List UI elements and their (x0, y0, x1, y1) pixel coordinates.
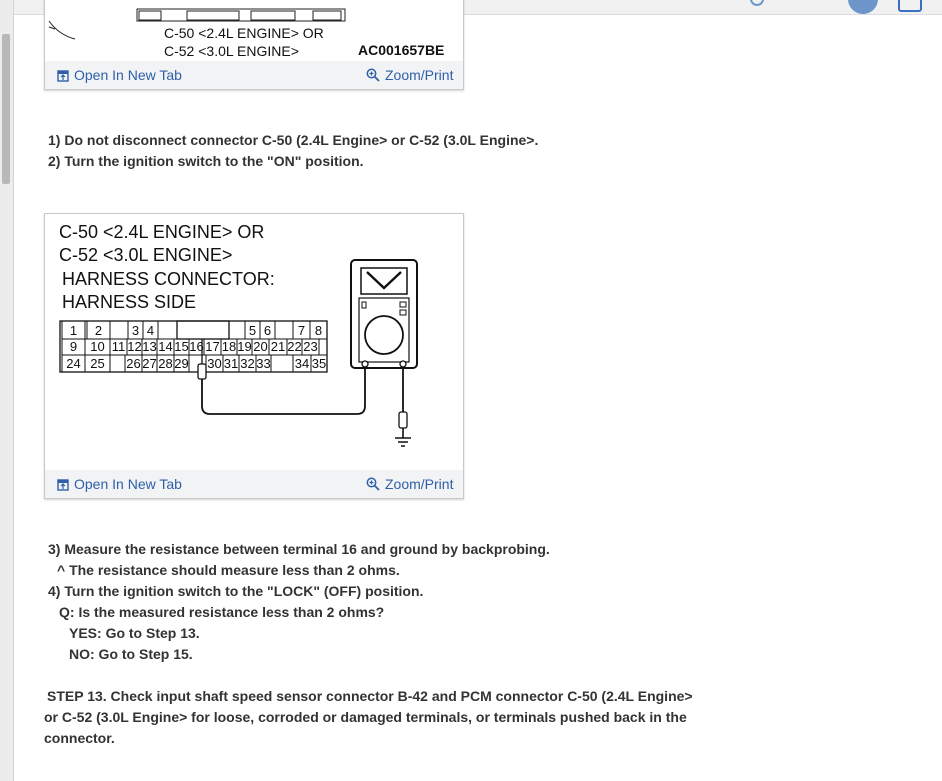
terminal-17-label: 17 (205, 339, 220, 354)
step-1-text: 1) Do not disconnect connector C-50 (2.4L Engine> or C-52 (3.0L Engine>. (48, 132, 539, 148)
step-2-text: 2) Turn the ignition switch to the "ON" position. (48, 153, 364, 169)
figure-2 (44, 213, 464, 499)
terminal-7-label: 7 (297, 323, 306, 338)
connector-key-slot (177, 321, 229, 339)
figure-1-footer (45, 61, 463, 89)
figure-2-label-3: HARNESS CONNECTOR: (62, 269, 275, 289)
zoom-print-link[interactable] (366, 67, 453, 83)
no-answer: NO: Go to Step 15. (69, 646, 193, 662)
terminal-8-label: 8 (314, 323, 323, 338)
ground-probe (399, 412, 407, 428)
probe-tip (198, 364, 206, 379)
com-jack-icon (362, 361, 368, 367)
zoom-label: Zoom/Print (385, 67, 454, 83)
terminal-20-label: 20 (253, 339, 268, 354)
terminal-25-label: 25 (90, 356, 105, 371)
figure-code: AC001657BE (358, 42, 445, 58)
terminal-26-label: 26 (126, 356, 141, 371)
terminal-33-label: 33 (256, 356, 271, 371)
open-tab-label: Open In New Tab (74, 67, 182, 83)
avatar[interactable] (848, 0, 878, 14)
figure-2-footer (45, 470, 463, 498)
terminal-24-label: 24 (66, 356, 81, 371)
open-tab-icon (57, 70, 69, 82)
terminal-22-label: 22 (287, 339, 302, 354)
zoom-icon (366, 68, 380, 82)
terminal-3-label: 3 (131, 323, 140, 338)
left-scrollbar[interactable] (0, 0, 14, 781)
terminal-30-label: 30 (207, 356, 222, 371)
figure-2-label-4: HARNESS SIDE (62, 292, 197, 312)
terminal-27-label: 27 (142, 356, 157, 371)
apps-icon[interactable] (898, 0, 922, 12)
terminal-10-label: 10 (90, 339, 105, 354)
terminal-16-label: 16 (189, 339, 204, 354)
resistance-note: ^ The resistance should measure less than 2 ohms. (57, 562, 400, 578)
terminal-31-label: 31 (223, 356, 239, 371)
terminal-5-label: 5 (248, 323, 257, 338)
terminal-14-label: 14 (158, 339, 173, 354)
test-lead-wire (202, 366, 365, 414)
terminal-32-label: 32 (240, 356, 255, 371)
connector-diagram (45, 214, 463, 470)
connector-terminals (62, 321, 327, 372)
step-4-text: 4) Turn the ignition switch to the "LOCK" (OFF) position. (48, 583, 424, 599)
terminal-19-label: 19 (237, 339, 252, 354)
ground-symbol-icon (395, 428, 411, 446)
terminal-18-label: 18 (221, 339, 237, 354)
figure-2-label-2: C-52 <3.0L ENGINE> (59, 245, 233, 265)
terminal-28-label: 28 (158, 356, 173, 371)
zoom-print-link[interactable] (366, 476, 453, 492)
terminal-23-label: 23 (303, 339, 318, 354)
figure-1-connector-label-2: C-52 <3.0L ENGINE> (164, 43, 299, 59)
step-13-line-3: connector. (44, 730, 115, 746)
terminal-13-label: 13 (142, 339, 157, 354)
terminal-21-label: 21 (270, 339, 286, 354)
search-icon[interactable] (750, 0, 764, 6)
figure-2-label-1: C-50 <2.4L ENGINE> OR (59, 222, 265, 242)
terminal-11-label: 11 (111, 339, 126, 354)
open-in-new-tab-link[interactable] (57, 67, 182, 83)
open-in-new-tab-link[interactable] (57, 476, 182, 492)
terminal-34-label: 34 (294, 356, 310, 371)
terminal-15-label: 15 (174, 339, 189, 354)
open-tab-icon (57, 479, 69, 491)
open-tab-label: Open In New Tab (74, 476, 182, 492)
step-13-line-2: or C-52 (3.0L Engine> for loose, corroded or damaged terminals, or terminals pushed back in the (44, 709, 687, 725)
terminal-2-label: 2 (94, 323, 103, 338)
zoom-icon (366, 477, 380, 491)
terminal-6-label: 6 (263, 323, 272, 338)
multimeter-dial (365, 316, 403, 354)
left-scrollbar-thumb[interactable] (2, 34, 10, 184)
zoom-label: Zoom/Print (385, 476, 454, 492)
terminal-29-label: 29 (174, 356, 189, 371)
volt-jack-icon (400, 361, 406, 367)
step-3-text: 3) Measure the resistance between terminal 16 and ground by backprobing. (48, 541, 550, 557)
terminal-9-label: 9 (69, 339, 78, 354)
yes-answer: YES: Go to Step 13. (69, 625, 200, 641)
step-13-line-1: STEP 13. Check input shaft speed sensor connector B-42 and PCM connector C-50 (2.4L Engine> (47, 688, 693, 704)
figure-1 (44, 0, 464, 90)
terminal-12-label: 12 (127, 339, 142, 354)
question-text: Q: Is the measured resistance less than 2 ohms? (59, 604, 385, 620)
terminal-4-label: 4 (146, 323, 155, 338)
terminal-1-label: 1 (69, 323, 78, 338)
terminal-35-label: 35 (311, 356, 327, 371)
figure-1-connector-label-1: C-50 <2.4L ENGINE> OR (164, 25, 324, 41)
